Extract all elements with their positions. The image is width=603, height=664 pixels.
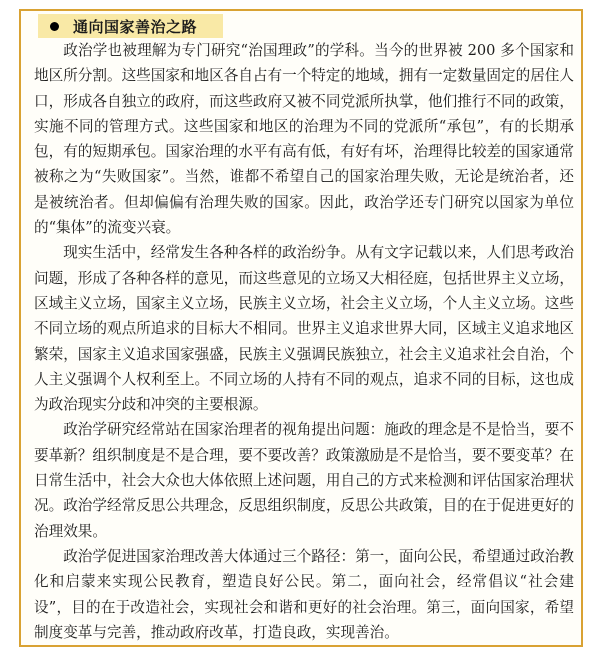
paragraph-3: 政治学研究经常站在国家治理者的视角提出问题：施政的理念是不是恰当，要不要革新？组织制度是不是合理，要不要改善？政策激励是不是恰当，要不要变革？在日常生活中，社会大众也大体依照上述问题，用自己的方式来检测和评估国家治理状况。政治学经常反思公共理念，反思组织制度，反思公共政策，目的在于促进更好的治理效果。	[34, 421, 574, 540]
paragraph-4: 政治学促进国家治理改善大体通过三个路径：第一，面向公民，希望通过政治教化和启蒙来实现公民教育，塑造良好公民。第二，面向社会，经常倡议“社会建设”，目的在于改造社会，实现社会和谐和更好的社会治理。第三，面向国家，希望制度变革与完善，推动政府改革，打造良政，实现善治。	[34, 547, 574, 641]
bullet-icon	[50, 22, 59, 31]
section-title-bar	[38, 14, 223, 38]
paragraph-1: 政治学也被理解为专门研究“治国理政”的学科。当今的世界被 200 多个国家和地区所分割。这些国家和地区各自占有一个特定的地域，拥有一定数量固定的居住人口，形成各自独立的政府，而这些政府又被不同党派所执掌，他们推行不同的政策，实施不同的管理方式。这些国家和地区的治理为不同的党派所“承包”，有的长期承包，有的短期承包。国家治理的水平有高有低，有好有坏，治理得比较差的国家通常被称之为“失败国家”。当然，谁都不希望自己的国家治理失败，无论是统治者，还是被统治者。但却偏偏有治理失败的国家。因此，政治学还专门研究以国家为单位的“集体”的流变兴衰。	[34, 42, 574, 237]
section-title: 通向国家善治之路	[73, 17, 198, 36]
paragraph-2: 现实生活中，经常发生各种各样的政治纷争。从有文字记载以来，人们思考政治问题，形成了各种各样的意见，而这些意见的立场又大相径庭，包括世界主义立场，区域主义立场，国家主义立场，民族主义立场，社会主义立场，个人主义立场。这些不同立场的观点所追求的目标大不相同。世界主义追求世界大同，区域主义追求地区繁荣，国家主义追求国家强盛，民族主义强调民族独立，社会主义追求社会自治，个人主义强调个人权利至上。不同立场的人持有不同的观点，追求不同的目标，这也成为政治现实分歧和冲突的主要根源。	[34, 244, 574, 414]
section-body	[34, 38, 574, 645]
